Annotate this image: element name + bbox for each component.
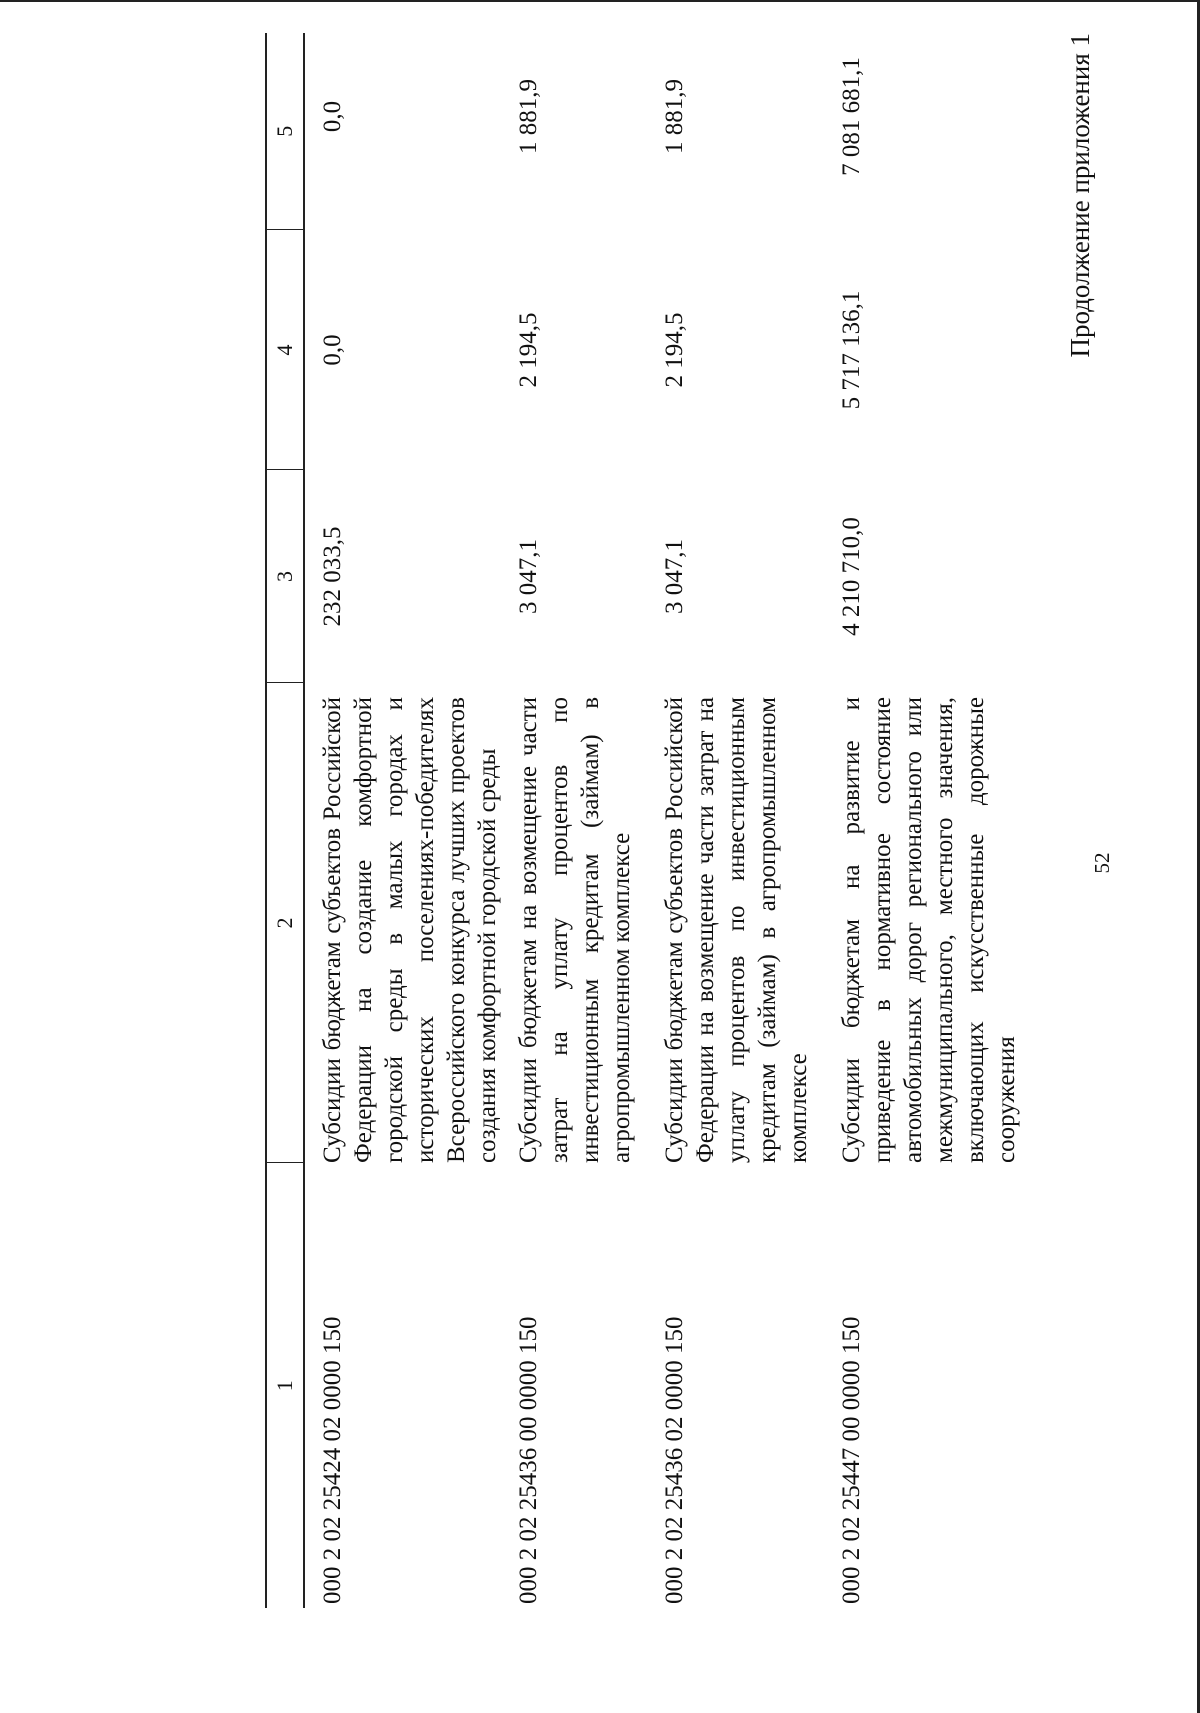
amount-col4: 5 717 136,1 [838, 290, 865, 410]
table-row [304, 33, 513, 1608]
amount-col3: 3 047,1 [661, 539, 688, 614]
amount-col3: 4 210 710,0 [838, 517, 865, 636]
income-name: Субсидии бюджетам субъектов Российской Федерации на создание комфортной городской среды в малых городах и исторических поселениях-победителях Всероссийского конкурса лучших проектов создания комфортной городской среды [319, 697, 501, 1163]
budget-table [265, 33, 1044, 1608]
amount-col4: 0,0 [319, 334, 346, 366]
amount-col3: 3 047,1 [515, 539, 542, 614]
appendix-caption: Продолжение приложения 1 [1065, 33, 1095, 358]
amount-col5: 7 081 681,1 [838, 57, 865, 176]
column-header-4: 4 [266, 230, 304, 470]
budget-code: 000 2 02 25436 00 0000 150 [515, 1316, 542, 1604]
budget-code: 000 2 02 25436 02 0000 150 [661, 1316, 688, 1604]
income-name: Субсидии бюджетам на возмещение части затрат на уплату процентов по инвестиционным кредитам (займам) в агропромышленном комплексе [515, 697, 635, 1163]
table-header [266, 33, 304, 1608]
column-header-3: 3 [266, 470, 304, 683]
table-row [513, 33, 659, 1608]
budget-code: 000 2 02 25447 00 0000 150 [838, 1316, 865, 1604]
table-body [304, 33, 1044, 1608]
table-row [836, 33, 1044, 1608]
amount-col5: 0,0 [319, 100, 346, 133]
table-row [659, 33, 836, 1608]
column-header-1: 1 [266, 1163, 304, 1608]
column-header-2: 2 [266, 683, 304, 1163]
amount-col4: 2 194,5 [661, 312, 688, 388]
page-number: 52 [1090, 852, 1114, 874]
income-name: Субсидии бюджетам на развитие и приведение в нормативное состояние автомобильных дорог регионального или межмуниципального, местного значения, включающих искусственные дорожные сооружения [838, 697, 1020, 1163]
budget-code: 000 2 02 25424 02 0000 150 [319, 1316, 346, 1604]
amount-col5: 1 881,9 [661, 79, 688, 154]
header-row [266, 33, 304, 1608]
amount-col5: 1 881,9 [515, 79, 542, 154]
amount-col4: 2 194,5 [515, 312, 542, 388]
column-header-5: 5 [266, 33, 304, 230]
income-name: Субсидии бюджетам субъектов Российской Федерации на возмещение части затрат на уплату процентов по инвестиционным кредитам (займам) в агропромышленном комплексе [661, 697, 812, 1163]
amount-col3: 232 033,5 [319, 526, 346, 627]
